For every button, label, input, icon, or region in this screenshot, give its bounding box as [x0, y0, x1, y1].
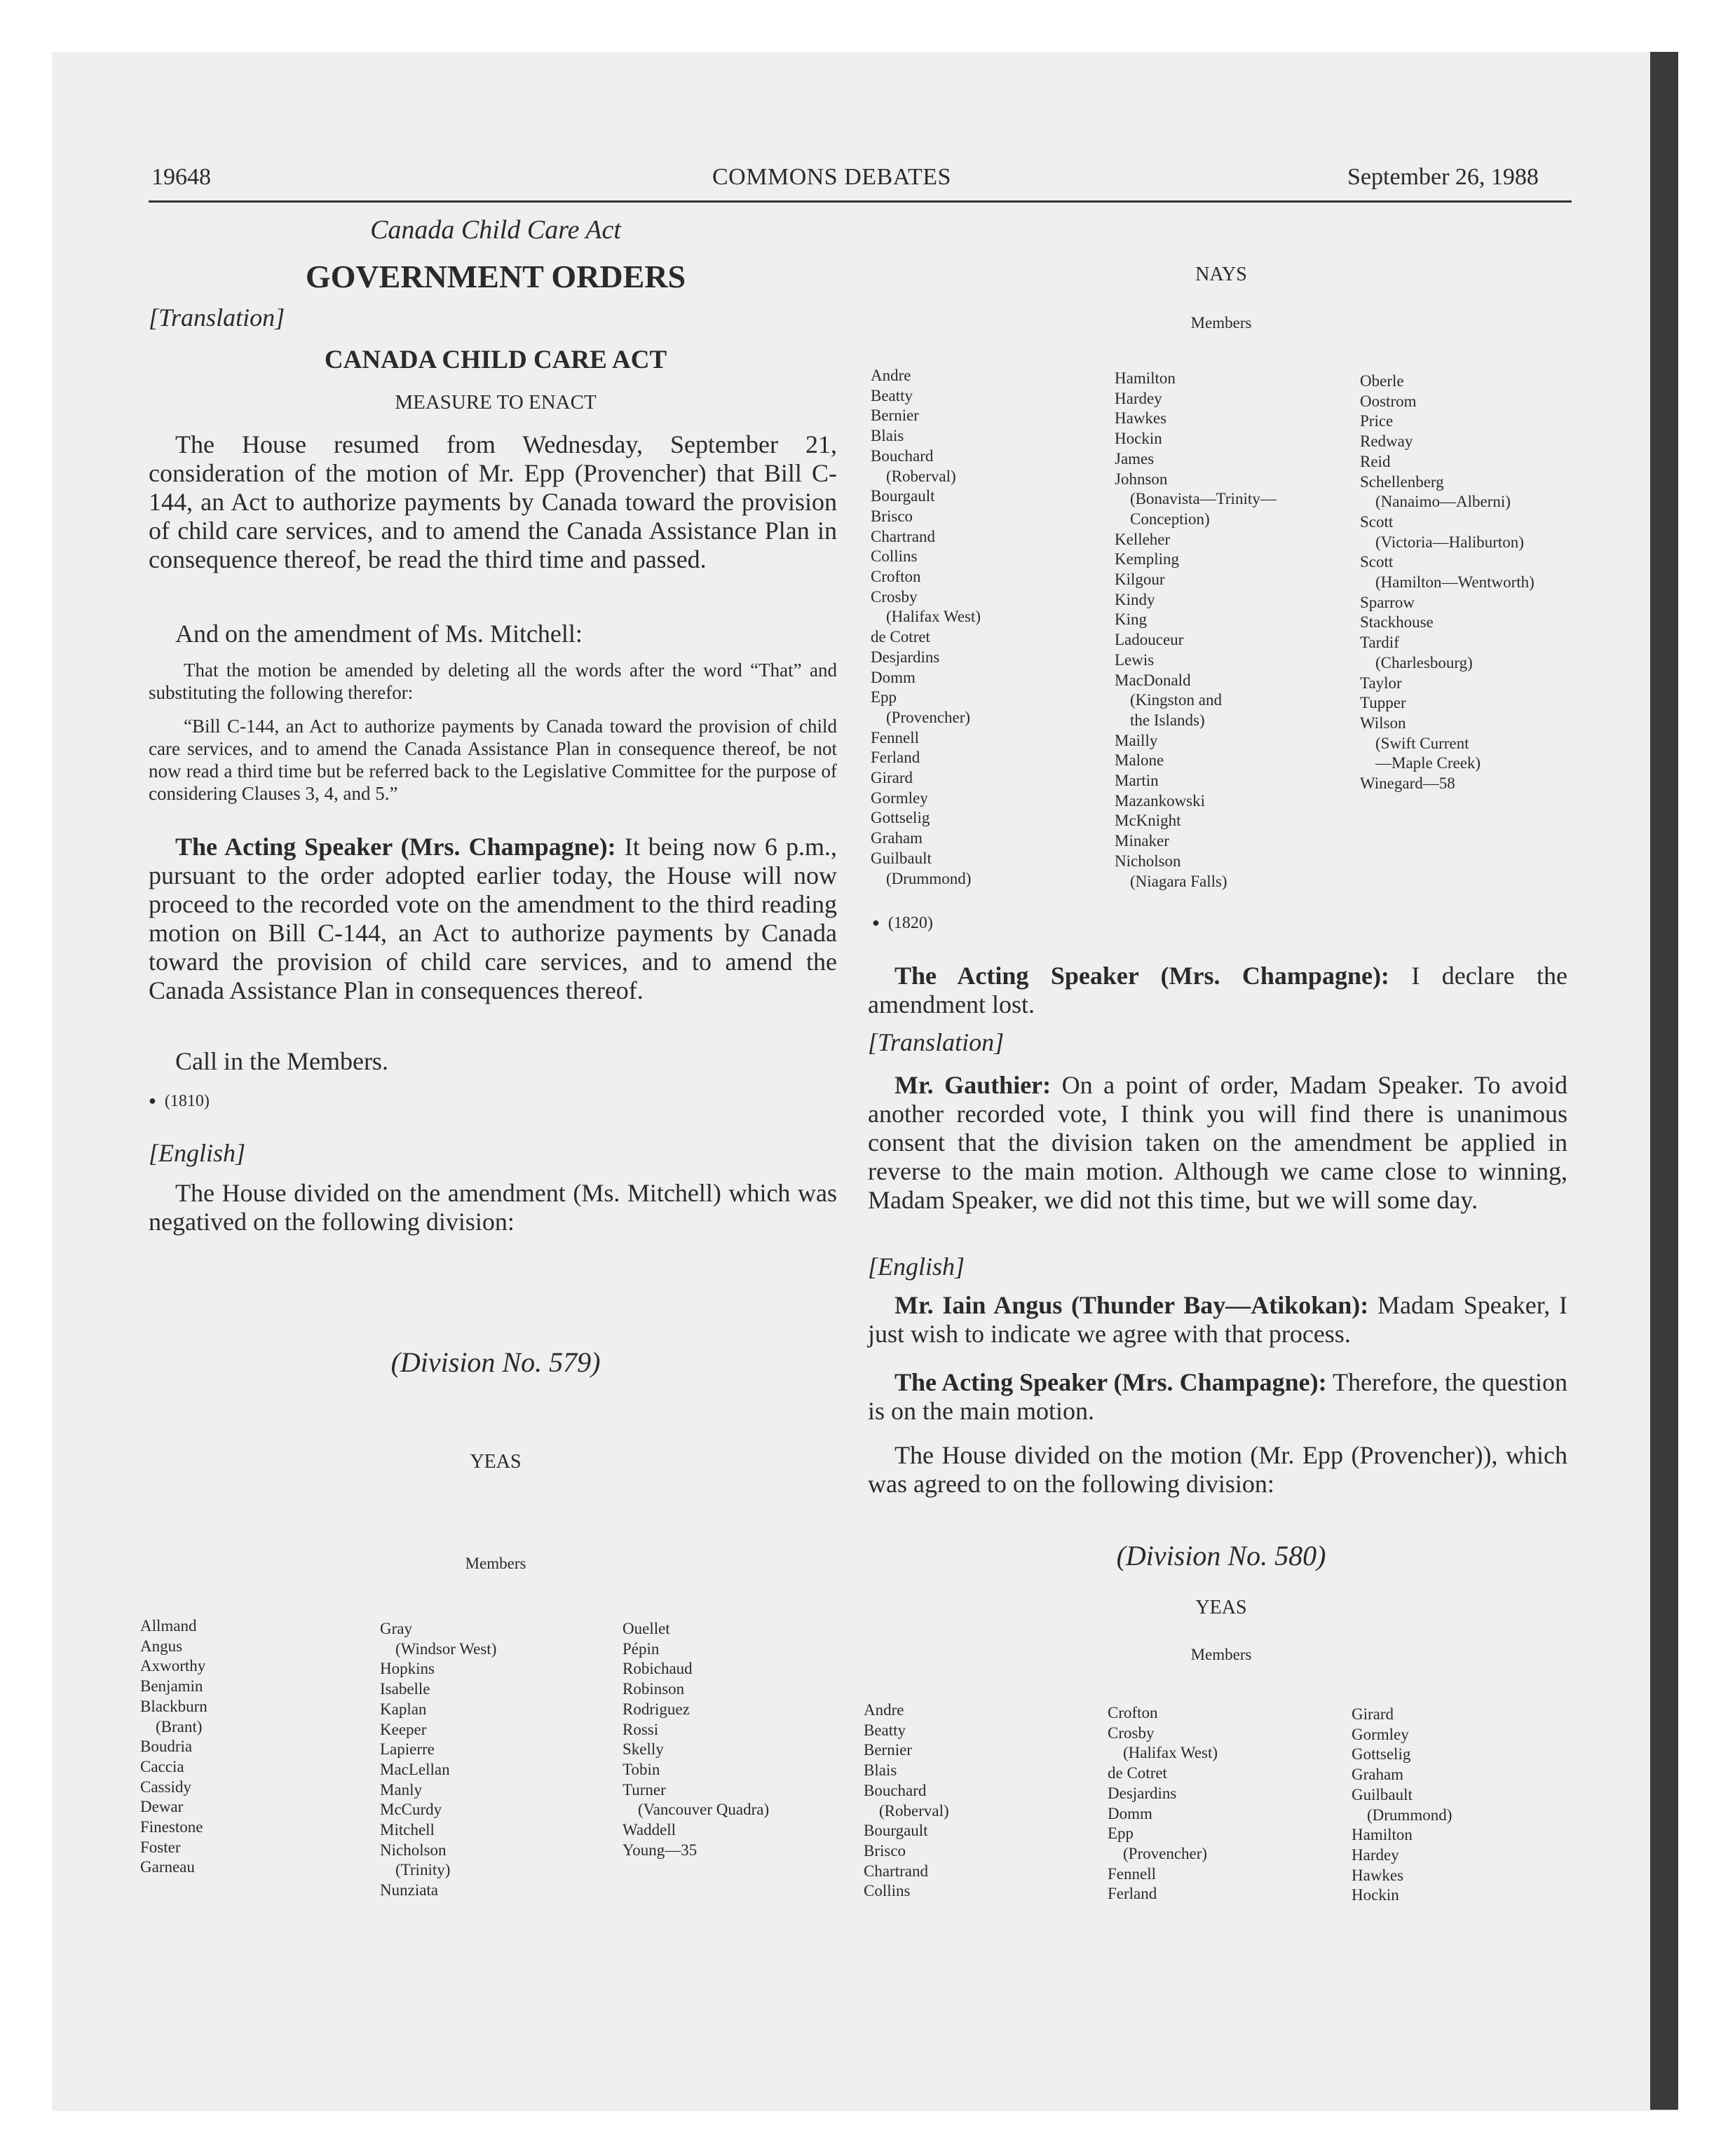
- member-name: Brisco: [864, 1841, 906, 1860]
- member-name: Foster: [140, 1838, 181, 1856]
- translation-tag: [Translation]: [149, 303, 285, 332]
- member-name: Taylor: [1360, 674, 1402, 692]
- member-name: Nunziata: [380, 1881, 439, 1899]
- member-name: Price: [1360, 412, 1394, 430]
- header-rule: [149, 200, 1572, 203]
- member-name: Ouellet: [622, 1620, 670, 1637]
- act-title: CANADA CHILD CARE ACT: [324, 346, 667, 374]
- member-name: (Hamilton—Wentworth): [1375, 573, 1535, 592]
- member-name: (Vancouver Quadra): [638, 1801, 770, 1819]
- running-title: COMMONS DEBATES: [712, 164, 951, 190]
- member-name: Bernier: [871, 407, 919, 425]
- member-name: Guilbault: [871, 849, 932, 867]
- member-name: Pépin: [622, 1639, 660, 1658]
- member-name: Beatty: [871, 386, 913, 404]
- member-name: Hardey: [1352, 1845, 1399, 1864]
- member-name: Stackhouse: [1360, 613, 1434, 632]
- member-name: Nicholson: [380, 1841, 447, 1859]
- time-stamp: (1820): [887, 914, 933, 932]
- yeas-579-col1: [140, 1616, 207, 1878]
- yeas-heading: YEAS: [470, 1451, 522, 1473]
- member-name: James: [1115, 449, 1155, 468]
- time-stamp: (1810): [164, 1092, 210, 1110]
- division-intro-2: The House divided on the motion (Mr. Epp (Provencher)), which was agreed to on the following division:: [868, 1441, 1567, 1498]
- speaker-name: The Acting Speaker (Mrs. Champagne):: [175, 833, 616, 861]
- member-name: Waddell: [622, 1821, 676, 1839]
- nays-col1: [871, 366, 981, 889]
- member-name: Blais: [871, 427, 904, 445]
- member-name: Crosby: [871, 587, 918, 606]
- member-name: (Bonavista—Trinity—: [1130, 490, 1277, 508]
- member-name: Boudria: [140, 1738, 193, 1756]
- member-name: Desjardins: [1108, 1784, 1177, 1802]
- member-name: (Provencher): [1123, 1844, 1208, 1862]
- page-date: September 26, 1988: [1347, 164, 1539, 190]
- member-name: Epp: [871, 688, 897, 707]
- member-name: Skelly: [622, 1740, 664, 1759]
- angus-statement: [868, 1291, 1567, 1349]
- member-name: Allmand: [140, 1617, 197, 1635]
- member-name: Graham: [1352, 1766, 1404, 1784]
- member-name: Lewis: [1115, 650, 1155, 669]
- member-name: Reid: [1360, 452, 1391, 470]
- speaker-ruling-1: [149, 833, 837, 1005]
- member-name: (Brant): [156, 1717, 203, 1735]
- member-name: Redway: [1360, 432, 1413, 451]
- member-name: Gormley: [871, 789, 928, 807]
- member-name: (Charlesbourg): [1375, 653, 1473, 671]
- speaker-name: Mr. Gauthier:: [894, 1071, 1052, 1099]
- member-name: Beatty: [864, 1721, 906, 1739]
- member-name: Gray: [380, 1620, 412, 1637]
- time-marker-1820: [872, 914, 933, 933]
- translation-tag-2: [Translation]: [868, 1028, 1005, 1056]
- member-name: the Islands): [1130, 711, 1205, 729]
- member-name: Mitchell: [380, 1821, 435, 1839]
- speaker-name: Mr. Iain Angus (Thunder Bay—Atikokan):: [894, 1291, 1369, 1319]
- subject-heading: Canada Child Care Act: [370, 215, 621, 245]
- member-name: Robinson: [622, 1680, 685, 1698]
- members-heading: Members: [465, 1555, 526, 1572]
- member-name: Fennell: [871, 728, 919, 746]
- division-intro: The House divided on the amendment (Ms. Mitchell) which was negatived on the following division:: [149, 1179, 837, 1236]
- member-name: Crofton: [1108, 1704, 1158, 1721]
- members-580-heading: Members: [1190, 1646, 1252, 1663]
- member-name: Hardey: [1115, 389, 1162, 407]
- member-name: Bourgault: [864, 1822, 928, 1840]
- member-name: (Roberval): [879, 1801, 949, 1820]
- member-name: Kilgour: [1115, 571, 1165, 589]
- member-name: de Cotret: [1108, 1764, 1167, 1782]
- member-name: —Maple Creek): [1375, 754, 1481, 772]
- member-name: King: [1115, 610, 1147, 629]
- speaker-text: I declare the amendment lost.: [868, 962, 1568, 1018]
- member-name: Girard: [1352, 1705, 1394, 1723]
- member-name: Girard: [871, 769, 913, 787]
- member-name: Bouchard: [864, 1781, 927, 1799]
- member-name: Bouchard: [871, 446, 934, 465]
- member-name: Garneau: [140, 1858, 195, 1876]
- yeas-579-col3: [622, 1619, 769, 1860]
- member-name: MacLellan: [380, 1760, 450, 1778]
- member-name: Hawkes: [1352, 1866, 1404, 1884]
- member-name: (Niagara Falls): [1130, 872, 1227, 890]
- bullet-icon: ●: [872, 915, 880, 929]
- member-name: Wilson: [1360, 714, 1406, 732]
- member-name: Epp: [1108, 1824, 1134, 1843]
- member-name: McKnight: [1115, 812, 1181, 830]
- member-name: Crosby: [1108, 1724, 1155, 1742]
- member-name: Robichaud: [622, 1660, 693, 1678]
- member-name: Blais: [864, 1761, 897, 1780]
- member-name: (Trinity): [395, 1861, 451, 1879]
- member-name: Hawkes: [1115, 409, 1167, 428]
- nays-members-heading: Members: [1190, 314, 1252, 332]
- page-number: 19648: [151, 164, 211, 190]
- yeas-580-col2: [1108, 1703, 1218, 1904]
- nays-heading: NAYS: [1195, 264, 1247, 285]
- member-name: Dewar: [140, 1798, 184, 1816]
- member-name: Rodriguez: [622, 1700, 690, 1718]
- member-name: Gormley: [1352, 1725, 1409, 1743]
- scan-edge-bar: [1650, 52, 1678, 2110]
- member-name: Angus: [140, 1637, 183, 1655]
- member-name: Gottselig: [871, 809, 930, 827]
- member-name: Mailly: [1115, 731, 1158, 749]
- bullet-icon: ●: [149, 1093, 156, 1107]
- resumed-paragraph: The House resumed from Wednesday, September 21, consideration of the motion of Mr. Epp (Provencher) that Bill C-144, an Act to authorize payments by Canada toward the provision of child care services, and to amend the Canada Assistance Plan in consequence thereof, be read the third time and passed.: [149, 430, 837, 573]
- member-name: Domm: [871, 668, 916, 686]
- speaker-ruling-3: [868, 1368, 1567, 1426]
- member-name: Young—35: [622, 1841, 698, 1859]
- member-name: Martin: [1115, 772, 1159, 790]
- member-name: Isabelle: [380, 1680, 430, 1698]
- member-name: Ladouceur: [1115, 631, 1184, 649]
- member-name: Brisco: [871, 507, 913, 525]
- member-name: Malone: [1115, 751, 1164, 770]
- speaker-name: The Acting Speaker (Mrs. Champagne):: [894, 962, 1389, 990]
- time-marker-1810: [149, 1092, 210, 1111]
- member-name: Rossi: [622, 1720, 659, 1738]
- member-name: Collins: [864, 1882, 911, 1900]
- member-name: Blackburn: [140, 1697, 207, 1715]
- member-name: Kempling: [1115, 550, 1179, 568]
- member-name: Finestone: [140, 1818, 203, 1836]
- yeas-580-heading: YEAS: [1195, 1597, 1247, 1618]
- member-name: Nicholson: [1115, 852, 1181, 870]
- member-name: Domm: [1108, 1804, 1152, 1822]
- speaker-ruling-2: [868, 962, 1567, 1019]
- member-name: Collins: [871, 547, 918, 566]
- speaker-text: Madam Speaker, I just wish to indicate we agree with that process.: [868, 1291, 1568, 1348]
- yeas-579-col2: [380, 1619, 496, 1901]
- member-name: Andre: [871, 367, 911, 384]
- member-name: Bourgault: [871, 487, 935, 505]
- speaker-name: The Acting Speaker (Mrs. Champagne):: [894, 1368, 1327, 1396]
- member-name: Winegard—58: [1360, 775, 1455, 793]
- gauthier-statement: [868, 1071, 1567, 1215]
- member-name: Hockin: [1115, 430, 1162, 448]
- member-name: Turner: [622, 1780, 666, 1799]
- member-name: Mazankowski: [1115, 791, 1206, 810]
- member-name: Johnson: [1115, 470, 1168, 488]
- member-name: Tupper: [1360, 694, 1406, 712]
- member-name: Sparrow: [1360, 593, 1415, 611]
- amendment-quote-2: “Bill C-144, an Act to authorize payments by Canada toward the provision of child care services, and to amend the Canada Assistance Plan in consequence thereof, be not now read a third time but be referred back to the Legislative Committee for the purpose of considering Clauses 3, 4, and 5.”: [149, 716, 837, 804]
- member-name: Minaker: [1115, 832, 1169, 850]
- member-name: Hockin: [1352, 1886, 1399, 1904]
- member-name: Graham: [871, 829, 923, 847]
- nays-col3: [1360, 371, 1535, 794]
- member-name: Schellenberg: [1360, 472, 1444, 491]
- speaker-text: It being now 6 p.m., pursuant to the order adopted earlier today, the House will now proceed to the recorded vote on the amendment to the third reading motion on Bill C-144, an Act to authorize payments by Canada toward the provision of child care services, and to amend the Canada Assistance Plan in consequences thereof.: [149, 833, 837, 1004]
- member-name: Scott: [1360, 512, 1394, 531]
- member-name: (Drummond): [886, 869, 972, 887]
- member-name: (Halifax West): [886, 608, 981, 626]
- member-name: Chartrand: [871, 527, 935, 545]
- member-name: Conception): [1130, 510, 1210, 528]
- member-name: Oberle: [1360, 372, 1404, 390]
- member-name: Andre: [864, 1701, 904, 1719]
- member-name: (Halifax West): [1123, 1744, 1218, 1762]
- member-name: Ferland: [871, 749, 920, 767]
- member-name: Lapierre: [380, 1740, 435, 1759]
- member-name: Crofton: [871, 568, 921, 586]
- member-name: Oostrom: [1360, 392, 1417, 410]
- call-members: Call in the Members.: [175, 1047, 388, 1075]
- member-name: Hamilton: [1115, 369, 1176, 387]
- member-name: Cassidy: [140, 1778, 191, 1796]
- member-name: Desjardins: [871, 648, 940, 666]
- member-name: Benjamin: [140, 1677, 203, 1696]
- division-580: (Division No. 580): [1116, 1540, 1326, 1571]
- member-name: (Kingston and: [1130, 691, 1222, 709]
- member-name: Keeper: [380, 1720, 427, 1738]
- member-name: Caccia: [140, 1757, 184, 1775]
- member-name: Axworthy: [140, 1657, 206, 1675]
- member-name: (Provencher): [886, 708, 971, 726]
- member-name: Ferland: [1108, 1885, 1157, 1903]
- measure-heading: MEASURE TO ENACT: [395, 391, 597, 414]
- speaker-text: Therefore, the question is on the main motion.: [868, 1368, 1568, 1425]
- member-name: Tardif: [1360, 634, 1399, 652]
- member-name: Gottselig: [1352, 1745, 1411, 1763]
- speaker-text: On a point of order, Madam Speaker. To avoid another recorded vote, I think you will find there is unanimous consent that the division taken on the amendment be applied in reverse to the main motion. Although we came close to winning, Madam Speaker, we did not this time, but we will some day.: [868, 1071, 1567, 1214]
- section-title: GOVERNMENT ORDERS: [305, 259, 686, 294]
- english-tag-2: [English]: [868, 1253, 965, 1281]
- member-name: Hopkins: [380, 1660, 435, 1678]
- member-name: Kelleher: [1115, 530, 1171, 548]
- amendment-quote-1: That the motion be amended by deleting all the words after the word “That” and substituting the following therefor:: [149, 660, 837, 703]
- member-name: Scott: [1360, 553, 1394, 571]
- member-name: Manly: [380, 1780, 423, 1799]
- division-579: (Division No. 579): [390, 1346, 601, 1378]
- member-name: MacDonald: [1115, 671, 1191, 689]
- member-name: (Swift Current: [1375, 734, 1469, 752]
- member-name: Guilbault: [1352, 1785, 1413, 1803]
- member-name: de Cotret: [871, 628, 930, 646]
- member-name: Kindy: [1115, 590, 1155, 608]
- yeas-580-col3: [1352, 1705, 1452, 1906]
- member-name: (Nanaimo—Alberni): [1375, 493, 1511, 511]
- member-name: Hamilton: [1352, 1826, 1413, 1844]
- member-name: McCurdy: [380, 1801, 442, 1819]
- nays-col2: [1115, 369, 1277, 892]
- member-name: Fennell: [1108, 1864, 1156, 1883]
- english-tag: [English]: [149, 1139, 246, 1167]
- member-name: (Victoria—Haliburton): [1375, 533, 1524, 551]
- member-name: (Windsor West): [395, 1639, 497, 1658]
- member-name: (Drummond): [1367, 1806, 1452, 1824]
- member-name: Bernier: [864, 1741, 912, 1759]
- amendment-intro: And on the amendment of Ms. Mitchell:: [175, 620, 583, 648]
- member-name: Chartrand: [864, 1862, 928, 1880]
- member-name: (Roberval): [886, 467, 956, 485]
- member-name: Kaplan: [380, 1700, 427, 1718]
- member-name: Tobin: [622, 1760, 660, 1778]
- yeas-580-col1: [864, 1700, 949, 1902]
